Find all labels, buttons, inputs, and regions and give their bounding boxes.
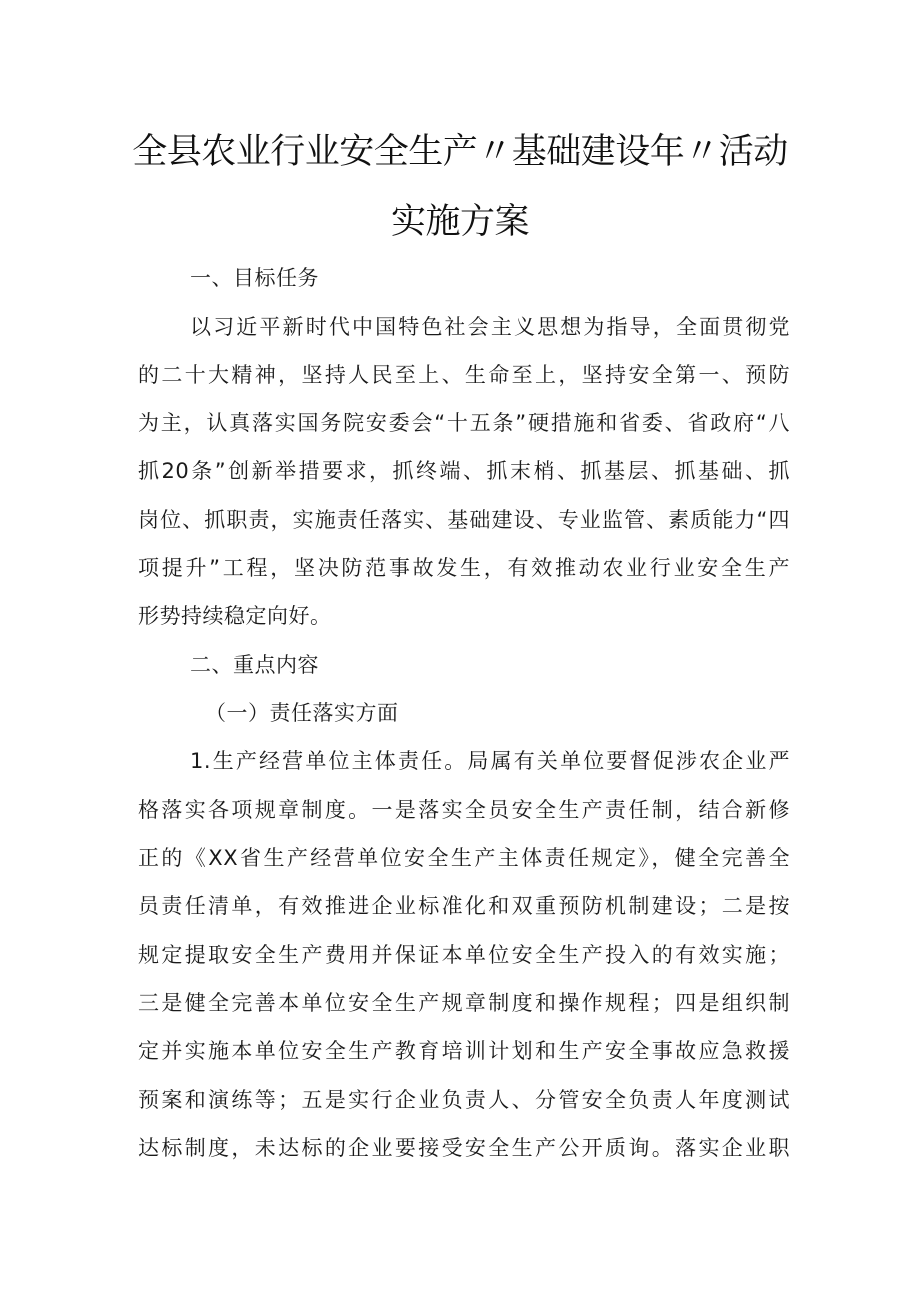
paragraph-line: 格落实各项规章制度。一是落实全员安全生产责任制，结合新修 xyxy=(138,798,790,822)
paragraph-line: 预案和演练等；五是实行企业负责人、分管安全负责人年度测试 xyxy=(138,1088,790,1112)
paragraph-line: 以习近平新时代中国特色社会主义思想为指导，全面贯彻党 xyxy=(190,315,790,339)
paragraph-line: 1.生产经营单位主体责任。局属有关单位要督促涉农企业严 xyxy=(190,749,790,773)
paragraph-line: 规定提取安全生产费用并保证本单位安全生产投入的有效实施； xyxy=(138,943,790,967)
paragraph-line: 岗位、抓职责，实施责任落实、基础建设、专业监管、素质能力“四 xyxy=(138,508,790,532)
paragraph-line: 的二十大精神，坚持人民至上、生命至上，坚持安全第一、预防 xyxy=(138,363,790,387)
paragraph-line: 正的《XX省生产经营单位安全生产主体责任规定》，健全完善全 xyxy=(138,846,790,870)
paragraph-line: 三是健全完善本单位安全生产规章制度和操作规程；四是组织制 xyxy=(138,991,790,1015)
paragraph-line: 定并实施本单位安全生产教育培训计划和生产安全事故应急救援 xyxy=(138,1039,790,1063)
paragraph-line: 员责任清单，有效推进企业标准化和双重预防机制建设；二是按 xyxy=(138,894,790,918)
subsection-heading-responsibility: （一）责任落实方面 xyxy=(205,701,399,725)
document-title-line-1: 全县农业行业安全生产〃基础建设年〃活动 xyxy=(132,132,788,172)
section-heading-goals: 一、目标任务 xyxy=(190,266,319,290)
document-title-line-2: 实施方案 xyxy=(390,202,529,242)
paragraph-line: 为主，认真落实国务院安委会“十五条”硬措施和省委、省政府“八 xyxy=(138,411,790,435)
paragraph-line: 形势持续稳定向好。 xyxy=(138,604,332,628)
section-heading-key-content: 二、重点内容 xyxy=(190,653,319,677)
paragraph-line: 抓20条”创新举措要求，抓终端、抓末梢、抓基层、抓基础、抓 xyxy=(138,459,790,483)
paragraph-line: 项提升”工程，坚决防范事故发生，有效推动农业行业安全生产 xyxy=(138,556,790,580)
paragraph-line: 达标制度，未达标的企业要接受安全生产公开质询。落实企业职 xyxy=(138,1136,790,1160)
